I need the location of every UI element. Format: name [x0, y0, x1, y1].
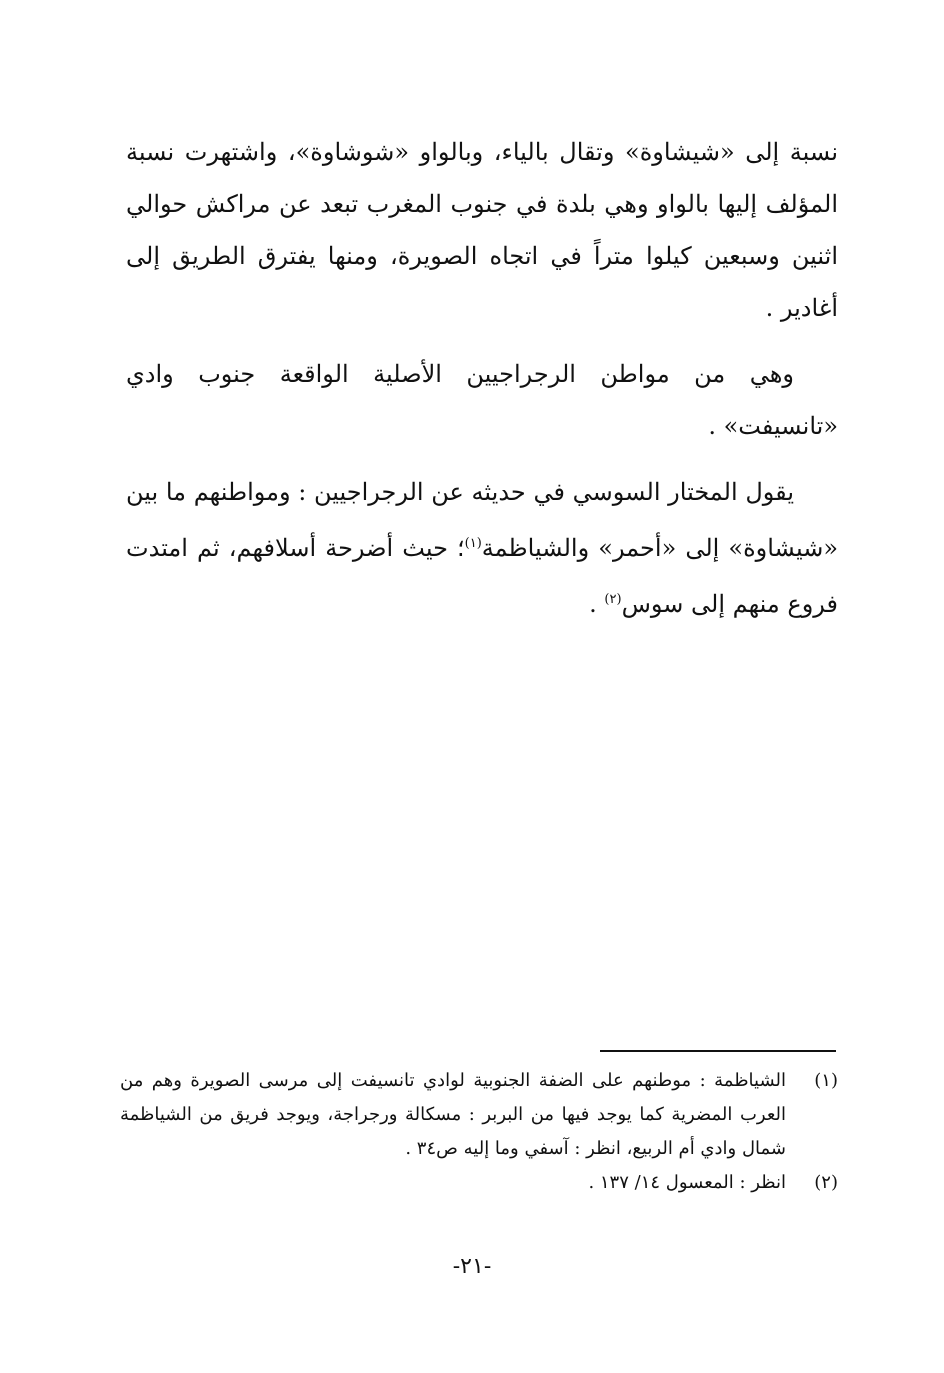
footnote-text: انظر : المعسول ١٤/ ١٣٧ . [588, 1172, 786, 1193]
footnote-ref-1[interactable]: (١) [464, 536, 482, 551]
footnotes [120, 1064, 838, 1200]
footnote-number: (٢) [814, 1172, 838, 1193]
body-text [126, 126, 838, 644]
footnote-separator [600, 1050, 836, 1052]
footnote-1 [120, 1064, 838, 1166]
paragraph: نسبة إلى «شيشاوة» وتقال بالياء، وبالواو «شوشاوة»، واشتهرت نسبة المؤلف إليها بالواو وهي بلدة في جنوب المغرب تبعد عن مراكش حوالي اثنين وسبعين كيلوا متراً في اتجاه الصويرة، ومنها يفترق الطريق إلى أغادير . [126, 138, 838, 322]
footnote-2 [120, 1166, 838, 1200]
paragraph-text: . [589, 590, 605, 618]
footnote-text: الشياظمة : موطنهم على الضفة الجنوبية لوادي تانسيفت إلى مرسى الصويرة وهم من العرب المضرية كما يوجد فيها من البربر : مسكالة ورجراجة، ويوجد فريق من الشياظمة شمال وادي أم الربيع، انظر : آسفي وما إليه ص٣٤ . [120, 1070, 786, 1159]
paragraph: وهي من مواطن الرجراجيين الأصلية الواقعة جنوب وادي «تانسيفت» . [126, 360, 838, 440]
paragraph-with-references [126, 466, 838, 630]
page-number: -٢١- [452, 1254, 492, 1279]
paragraph-text: يقول المختار السوسي في حديثه عن الرجراجيين : ومواطنهم ما بين «شيشاوة» إلى «أحمر» والشياظمة [126, 478, 839, 562]
footnote-number: (١) [814, 1070, 838, 1091]
paragraph-text: ؛ حيث أضرحة أسلافهم، ثم امتدت فروع منهم إلى سوس [126, 534, 838, 618]
footnote-ref-2[interactable]: (٢) [604, 592, 622, 607]
